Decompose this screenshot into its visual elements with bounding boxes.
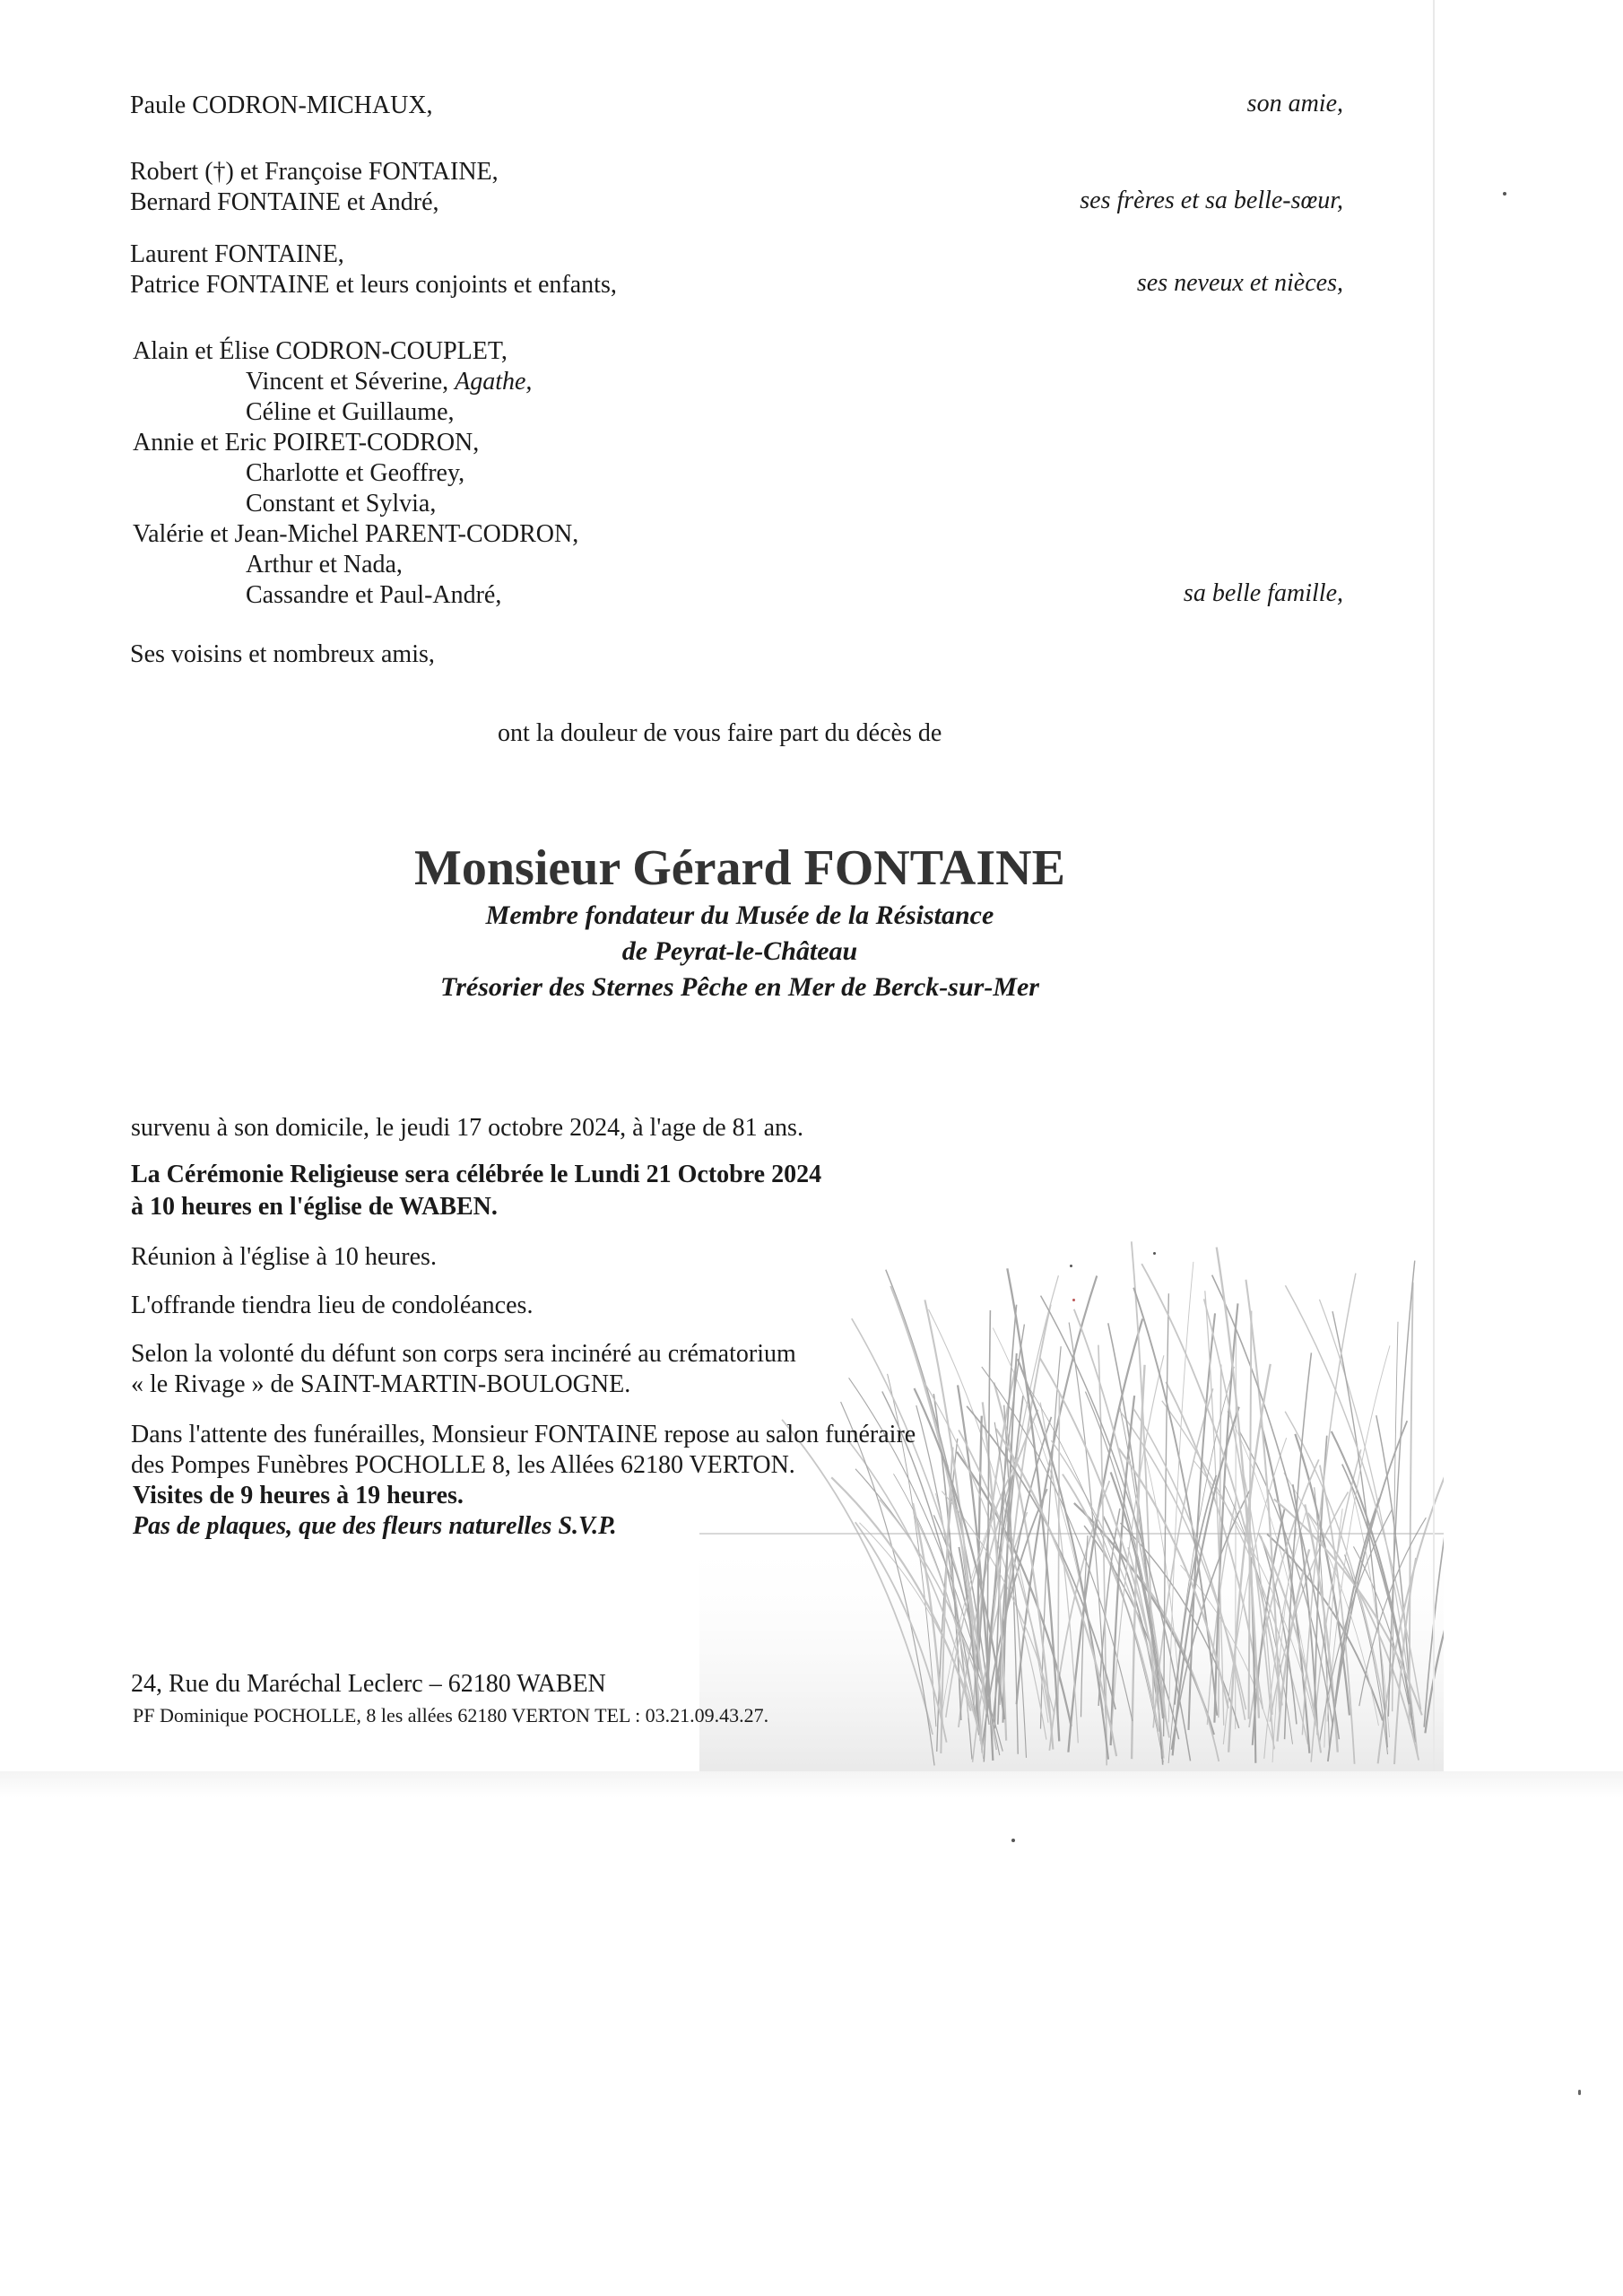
family-line-neighbours: Ses voisins et nombreux amis, bbox=[130, 640, 435, 668]
agathe-name: Agathe, bbox=[455, 368, 533, 396]
family-line-bernard: Bernard FONTAINE et André, bbox=[130, 188, 439, 216]
scan-speck bbox=[1070, 1265, 1072, 1267]
funeral-director-contact: PF Dominique POCHOLLE, 8 les allées 62180 VERTON TEL : 03.21.09.43.27. bbox=[133, 1704, 769, 1726]
family-line-cassandre: Cassandre et Paul-André, bbox=[246, 581, 502, 609]
offering-text: L'offrande tiendra lieu de condoléances. bbox=[131, 1292, 534, 1319]
family-line-laurent: Laurent FONTAINE, bbox=[130, 240, 344, 268]
family-line-alain: Alain et Élise CODRON-COUPLET, bbox=[133, 337, 508, 365]
role-in-laws: sa belle famille, bbox=[1183, 579, 1343, 607]
family-line-valerie: Valérie et Jean-Michel PARENT-CODRON, bbox=[133, 520, 579, 548]
cremation-line1: Selon la volonté du défunt son corps sera incinéré au crématorium bbox=[131, 1340, 796, 1368]
scan-speck bbox=[1153, 1252, 1156, 1255]
home-address: 24, Rue du Maréchal Leclerc – 62180 WABEN bbox=[131, 1670, 606, 1698]
deceased-title-line3: Trésorier des Sternes Pêche en Mer de Berck-sur-Mer bbox=[440, 972, 1039, 1002]
deceased-name: Monsieur Gérard FONTAINE bbox=[414, 840, 1065, 896]
ceremony-line2: à 10 heures en l'église de WABEN. bbox=[131, 1193, 498, 1221]
ceremony-line1: La Cérémonie Religieuse sera célébrée le Lundi 21 Octobre 2024 bbox=[131, 1161, 822, 1188]
family-line-robert: Robert (†) et Françoise FONTAINE, bbox=[130, 158, 499, 186]
role-nephews: ses neveux et nièces, bbox=[1136, 269, 1343, 297]
family-line-vincent bbox=[246, 368, 532, 396]
scan-speck bbox=[1011, 1839, 1015, 1842]
scan-speck bbox=[1578, 2090, 1581, 2095]
family-line-annie: Annie et Eric POIRET-CODRON, bbox=[133, 429, 480, 457]
scan-speck bbox=[1072, 1299, 1075, 1301]
sand-area bbox=[699, 1534, 1444, 1776]
visiting-hours: Visites de 9 heures à 19 heures. bbox=[133, 1482, 464, 1509]
cremation-line2: « le Rivage » de SAINT-MARTIN-BOULOGNE. bbox=[131, 1370, 631, 1398]
death-notice: survenu à son domicile, le jeudi 17 octobre 2024, à l'age de 81 ans. bbox=[131, 1114, 803, 1142]
family-line-arthur: Arthur et Nada, bbox=[246, 551, 403, 578]
family-line-paule: Paule CODRON-MICHAUX, bbox=[130, 91, 433, 119]
role-friend: son amie, bbox=[1246, 90, 1343, 117]
sheet-bottom-shadow bbox=[0, 1771, 1623, 1798]
family-line-constant: Constant et Sylvia, bbox=[246, 490, 437, 517]
deceased-title-line1: Membre fondateur du Musée de la Résistance bbox=[485, 900, 994, 930]
funeral-home-line2: des Pompes Funèbres POCHOLLE 8, les Allées 62180 VERTON. bbox=[131, 1451, 795, 1479]
reunion-text: Réunion à l'église à 10 heures. bbox=[131, 1243, 437, 1271]
role-siblings: ses frères et sa belle-sœur, bbox=[1080, 187, 1343, 214]
family-line-celine: Céline et Guillaume, bbox=[246, 398, 455, 426]
vincent-names: Vincent et Séverine, bbox=[246, 368, 449, 396]
funeral-home-line1: Dans l'attente des funérailles, Monsieur FONTAINE repose au salon funéraire bbox=[131, 1421, 916, 1448]
deceased-title-line2: de Peyrat-le-Château bbox=[621, 936, 858, 966]
beach-grass-illustration bbox=[699, 1238, 1444, 1776]
family-line-charlotte: Charlotte et Geoffrey, bbox=[246, 459, 465, 487]
no-plaques-note: Pas de plaques, que des fleurs naturelles S.V.P. bbox=[133, 1512, 617, 1540]
family-line-patrice: Patrice FONTAINE et leurs conjoints et enfants, bbox=[130, 271, 617, 299]
sheet-edge bbox=[1433, 0, 1435, 1780]
scan-speck bbox=[1503, 192, 1506, 196]
announcement-text: ont la douleur de vous faire part du décès de bbox=[498, 719, 942, 747]
